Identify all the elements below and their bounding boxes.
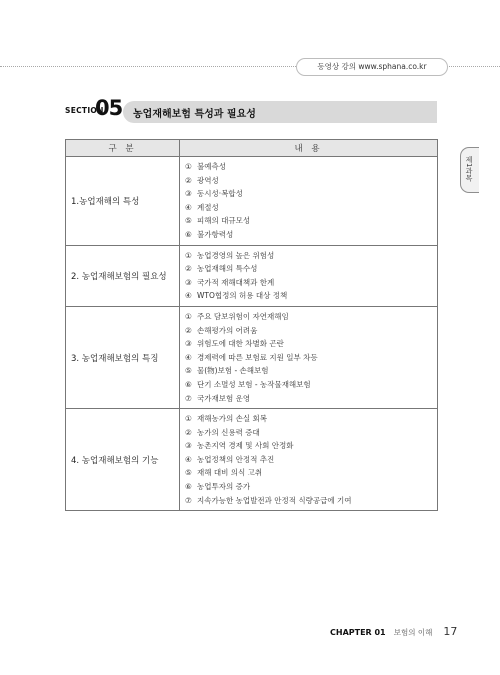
list-item (185, 276, 437, 290)
row-category: 4. 농업재해보험의 기능 (66, 409, 180, 511)
item-number: ② (185, 325, 192, 335)
list-item (185, 426, 437, 440)
list-item (185, 160, 437, 174)
item-number: ③ (185, 441, 192, 451)
item-text: 농업투자의 증가 (197, 482, 251, 492)
item-text: 농업경영의 높은 위험성 (197, 250, 275, 260)
item-list (185, 412, 437, 507)
content-table (65, 139, 438, 511)
list-item (185, 439, 437, 453)
column-header-content: 내 용 (180, 140, 438, 157)
list-item (185, 494, 437, 508)
item-number: ① (185, 311, 192, 321)
item-number: ④ (185, 352, 192, 362)
table-body (66, 157, 438, 511)
item-number: ③ (185, 277, 192, 287)
item-number: ⑤ (185, 468, 192, 478)
list-item (185, 351, 437, 365)
item-text: 국가재보험 운영 (197, 393, 251, 403)
item-text: 불예측성 (197, 162, 226, 171)
item-text: 주요 담보위험이 자연재해임 (197, 311, 289, 321)
footer-subject: 보험의 이해 (393, 628, 433, 637)
section-label: SECTION (65, 106, 104, 115)
list-item (185, 453, 437, 467)
item-text: 재해 대비 의식 고취 (197, 468, 263, 478)
list-item (185, 289, 437, 303)
item-number: ⑦ (185, 393, 192, 403)
list-item (185, 228, 437, 242)
item-text: 손해평가의 어려움 (197, 325, 258, 335)
item-list (185, 160, 437, 242)
row-category: 1.농업재해의 특성 (66, 157, 180, 246)
page-footer (330, 620, 457, 636)
subject-side-tab-label: 제1과목 (465, 156, 473, 182)
item-text: 피해의 대규모성 (197, 216, 251, 226)
list-item (185, 187, 437, 201)
item-list (185, 249, 437, 303)
section-heading (65, 98, 437, 124)
list-item (185, 480, 437, 494)
list-item (185, 174, 437, 188)
list-item (185, 214, 437, 228)
table-row (66, 245, 438, 306)
list-item (185, 364, 437, 378)
item-text: 지속가능한 농업발전과 안정적 식량공급에 기여 (197, 495, 352, 505)
list-item (185, 466, 437, 480)
list-item (185, 378, 437, 392)
item-text: 단기 소멸성 보험 - 농작물재해보험 (197, 379, 311, 389)
item-number: ⑥ (185, 229, 192, 239)
item-text: 계절성 (197, 202, 219, 212)
table-header-row (66, 140, 438, 157)
item-number: ④ (185, 454, 192, 464)
list-item (185, 249, 437, 263)
item-text: 물(物)보험 - 손해보험 (197, 366, 269, 376)
item-number: ④ (185, 291, 192, 301)
list-item (185, 392, 437, 406)
list-item (185, 324, 437, 338)
item-text: 위험도에 대한 차별화 곤란 (197, 339, 284, 349)
item-text: 광역성 (197, 175, 219, 185)
item-number: ⑤ (185, 216, 192, 226)
list-item (185, 262, 437, 276)
item-number: ⑥ (185, 482, 192, 492)
item-number: ③ (185, 339, 192, 349)
section-number: 05 (95, 96, 123, 120)
row-category: 2. 농업재해보험의 필요성 (66, 245, 180, 306)
table-row (66, 409, 438, 511)
item-number: ⑥ (185, 379, 192, 389)
item-number: ④ (185, 202, 192, 212)
footer-chapter: CHAPTER 01 (330, 628, 386, 637)
list-item (185, 310, 437, 324)
item-number: ① (185, 414, 192, 424)
item-number: ② (185, 175, 192, 185)
item-number: ③ (185, 189, 192, 199)
row-items (180, 409, 438, 511)
row-items (180, 157, 438, 246)
list-item (185, 337, 437, 351)
item-text: 동시성·복합성 (197, 189, 243, 199)
item-number: ② (185, 427, 192, 437)
page-number: 17 (443, 625, 458, 638)
section-title: 농업재해보험 특성과 필요성 (133, 109, 256, 120)
item-text: 국가적 재해대책과 한계 (197, 277, 275, 287)
list-item (185, 201, 437, 215)
item-text: 농업재해의 특수성 (197, 264, 258, 274)
row-category: 3. 농업재해보험의 특징 (66, 306, 180, 408)
item-number: ② (185, 264, 192, 274)
column-header-category: 구 분 (66, 140, 180, 157)
item-text: 불가항력성 (197, 229, 234, 239)
item-number: ⑤ (185, 366, 192, 376)
item-text: 농업정책의 안정적 추진 (197, 454, 275, 464)
list-item (185, 412, 437, 426)
item-number: ⑦ (185, 495, 192, 505)
lecture-banner: 동영상 강의 www.sphana.co.kr (296, 58, 448, 76)
item-text: 재해농가의 손실 회복 (197, 414, 267, 424)
item-text: 농가의 신용력 증대 (197, 427, 260, 437)
item-text: WTO협정의 허용 대상 정책 (197, 291, 288, 301)
item-list (185, 310, 437, 405)
table-row (66, 157, 438, 246)
row-items (180, 306, 438, 408)
table-row (66, 306, 438, 408)
item-text: 경제력에 따른 보험료 지원 일부 차등 (197, 352, 318, 362)
item-text: 농촌지역 경제 및 사회 안정화 (197, 441, 294, 451)
row-items (180, 245, 438, 306)
item-number: ① (185, 162, 192, 171)
item-number: ① (185, 250, 192, 260)
